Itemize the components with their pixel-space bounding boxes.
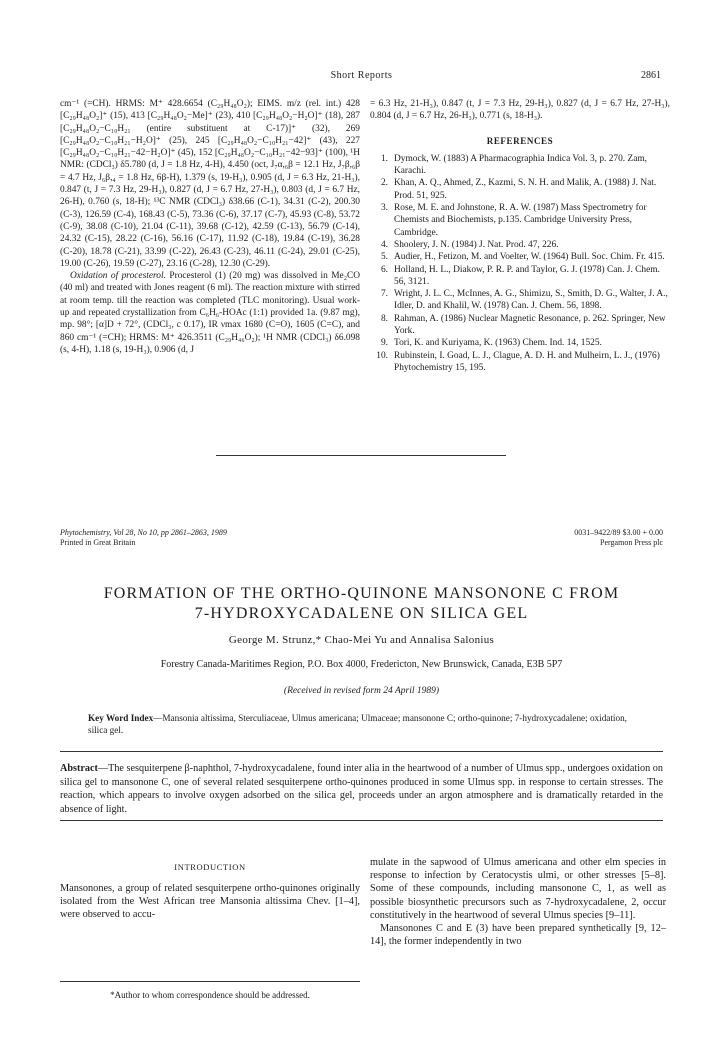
introduction-right-column — [370, 856, 666, 948]
reference-text: Khan, A. Q., Ahmed, Z., Kazmi, S. N. H. and Malik, A. (1988) J. Nat. Prod. 51, 925. — [394, 178, 657, 201]
title-line-2: 7-HYDROXYCADALENE ON SILICA GEL — [194, 605, 529, 622]
reference-item — [370, 288, 670, 313]
title-line-1: FORMATION OF THE ORTHO-QUINONE MANSONONE C FROM — [103, 585, 620, 602]
oxidation-heading: Oxidation of procesterol. — [70, 271, 166, 282]
reference-item — [370, 337, 670, 349]
received-date: (Received in revised form 24 April 1989) — [283, 686, 440, 696]
reference-text: Rahman, A. (1986) Nuclear Magnetic Resonance, p. 262. Springer, New York. — [394, 313, 666, 337]
keywords — [88, 712, 648, 736]
abstract-text: —The sesquiterpene β-naphthol, 7-hydroxycadalene, found inter alia in the heartwood of a number of Ulmus spp., undergoes oxidation on silica gel to mansonone C, one of several related sesquiterpene ortho-quinones produced in some Ulmus spp. in response to certain stresses. The reaction, which appears to involve oxygen adsorbed on the silica gel, proceeds under an argon atmosphere and is dramatically retarded in the absence of light. — [60, 763, 663, 815]
reference-text: Shoolery, J. N. (1984) J. Nat. Prod. 47, 226. — [394, 239, 559, 250]
authors: George M. Strunz,* Chao-Mei Yu and Annalisa Salonius — [228, 634, 495, 646]
abstract — [60, 762, 663, 816]
oxidation-text: Procesterol (1) (20 mg) was dissolved in Me₂CO (40 ml) and treated with Jones reagent (6 ml). The reaction mixture with stirred at room temp. till the reaction was completed (TLC monitoring). Usual work-up and repeated crystallization from C₆H₆-HOAc (1:1) provided 1a. (9.87 mg), mp. 98°; [α]D + 72°, (CDCl₃, c 0.17), IR νmax 1680 (C=O), 1605 (C=C), and 860 cm⁻¹ (=CH); HRMS: M⁺ 426.3511 (C₂₉H₄₆O₂); ¹H NMR (CDCl₃) δ6.098 (s, 4-H), 1.18 (s, 19-H₃), 0.906 (d, J — [60, 271, 360, 355]
footnote-rule — [60, 981, 360, 982]
journal-info — [60, 528, 227, 548]
reference-number: 6. — [380, 264, 388, 275]
section-divider — [216, 455, 506, 456]
reference-item — [370, 239, 670, 251]
abstract-bottom-rule — [60, 820, 663, 821]
reference-number: 4. — [380, 239, 388, 250]
running-head: Short Reports — [330, 70, 393, 81]
spectral-data-text: cm⁻¹ (=CH). HRMS: M⁺ 428.6654 (C₂₉H₄₈O₂); EIMS. m/z (rel. int.) 428 [C₂₉H₄₈O₂]⁺ (15), 413 [C₂₉H₄₈O₂−Me]⁺ (23), 410 [C₂₉H₄₈O₂−H₂O]⁺ (18), 287 [C₂₉H₄₈O₂−C₁₀H₂₁ (entire substituent at C-17)]⁺ (32), 269 [C₂₉H₄₈O₂−C₁₀H₂₁−H₂O]⁺ (25), 245 [C₂₉H₄₈O₂−C₁₀H₂₁−42]⁺ (43), 227 [C₂₉H₄₈O₂−C₁₀H₂₁−42−H₂O]⁺ (45), 152 [C₂₉H₄₈O₂−C₁₀H₂₁−42−93]⁺ (100), ¹H NMR: (CDCl₃) δ5.780 (d, J = 1.8 Hz, 4-H), 4.450 (oct, J₇α,₆β = 12.1 Hz, J₇β,₆β = 4.7 Hz, J₆β,₄ = 1.8 Hz, 6β-H), 1.379 (s, 19-H₃), 0.905 (d, J = 6.3 Hz, 21-H₃), 0.847 (t, J = 7.3 Hz, 29-H₃), 0.827 (d, J = 6.7 Hz, 27-H₃), 0.803 (d, J = 6.7 Hz, 26-H), 0.760 (s, 18-H); ¹³C NMR (CDCl₃) δ38.66 (C-1), 34.31 (C-2), 200.30 (C-3), 126.59 (C-4), 168.43 (C-5), 73.36 (C-6), 37.17 (C-7), 45.93 (C-8), 53.72 (C-9), 38.08 (C-10), 21.04 (C-11), 39.68 (C-12), 42.59 (C-13), 56.79 (C-14), 24.32 (C-15), 28.22 (C-16), 56.16 (C-17), 11.92 (C-18), 19.84 (C-19), 36.28 (C-20), 18.78 (C-21), 33.99 (C-22), 26.43 (C-23), 46.11 (C-24), 29.01 (C-25), 19.00 (C-26), 19.59 (C-27), 23.16 (C-28), 12.30 (C-29). — [60, 99, 360, 269]
reference-item — [370, 153, 670, 178]
reference-number: 2. — [380, 178, 388, 189]
reference-text: Rose, M. E. and Johnstone, R. A. W. (1987) Mass Spectrometry for Chemists and Biochemists, p.135. Cambridge University Press, Cambridge. — [394, 203, 647, 238]
reference-text: Wright, J. L. C., McInnes, A. G., Shimizu, S., Smith, D. G., Walter, J. A., Idler, D. and Khalil, W. (1978) Can. J. Chem. 56, 1898. — [394, 289, 668, 312]
journal-citation: Phytochemistry, Vol 28, No 10, pp 2861–2863, 1989 — [60, 528, 227, 537]
issn-price: 0031–9422/89 $3.00 + 0.00 — [574, 528, 663, 537]
oxidation-paragraph — [60, 270, 360, 356]
reference-number: 3. — [380, 203, 388, 214]
reference-number: 10. — [376, 350, 388, 361]
reference-item — [370, 350, 670, 375]
article-title — [0, 584, 723, 624]
keywords-text: —Mansonia altissima, Sterculiaceae, Ulmus americana; Ulmaceae; mansonone C; ortho-quinone; 7-hydroxycadalene; oxidation, silica gel. — [88, 713, 627, 735]
intro-paragraph-1: mulate in the sapwood of Ulmus americana and other elm species in response to infection by Ceratocystis ulmi, or other stresses [5–8]. Some of these compounds, including mansonone C, 1, as well as possible biosynthetic precursors such as 7-hydroxycadalene, 2, occur constitutively in the heartwood of several Ulmus species [9–11]. — [370, 857, 666, 921]
spectral-data-continued: = 6.3 Hz, 21-H₃), 0.847 (t, J = 7.3 Hz, 29-H₃), 0.827 (d, J = 6.7 Hz, 27-H₃), 0.804 (d, J = 6.7 Hz, 26-H₃), 0.771 (s, 18-H₃). — [370, 99, 670, 122]
footnote: *Author to whom correspondence should be addressed. — [110, 990, 310, 1000]
reference-text: Dymock, W. (1883) A Pharmacographia Indica Vol. 3, p. 270. Zam, Karachi. — [394, 153, 647, 177]
abstract-top-rule — [60, 751, 663, 752]
reference-item — [370, 251, 670, 263]
issn-info — [574, 528, 663, 548]
publisher: Pergamon Press plc — [600, 538, 663, 547]
references-list — [370, 153, 670, 374]
reference-item — [370, 313, 670, 338]
previous-article-right-column — [370, 98, 670, 374]
previous-article-left-column — [60, 98, 360, 356]
keywords-label: Key Word Index — [88, 713, 154, 723]
reference-text: Rubinstein, I. Goad, L. J., Clague, A. D. H. and Mulheirn, L. J., (1976) Phytochemistry 15, 195. — [394, 350, 660, 373]
reference-text: Tori, K. and Kuriyama, K. (1963) Chem. Ind. 14, 1525. — [394, 338, 602, 349]
printed-in: Printed in Great Britain — [60, 538, 136, 547]
reference-number: 9. — [380, 338, 388, 349]
page-number: 2861 — [641, 70, 661, 81]
reference-text: Audier, H., Fetizon, M. and Voelter, W. (1964) Bull. Soc. Chim. Fr. 415. — [394, 252, 665, 263]
introduction-heading: INTRODUCTION — [174, 862, 246, 872]
affiliation: Forestry Canada-Maritimes Region, P.O. Box 4000, Fredericton, New Brunswick, Canada, E3B 5P7 — [160, 659, 563, 670]
reference-number: 8. — [380, 313, 388, 324]
reference-item — [370, 264, 670, 289]
references-heading: REFERENCES — [486, 135, 554, 146]
reference-number: 7. — [380, 289, 388, 300]
reference-item — [370, 202, 670, 239]
reference-text: Holland, H. L., Diakow, P. R. P. and Taylor, G. J. (1978) Can. J. Chem. 56, 3121. — [394, 264, 660, 287]
intro-paragraph-2: Mansonones C and E (3) have been prepared synthetically [9, 12–14], the former independently in two — [370, 923, 666, 948]
reference-number: 1. — [380, 153, 388, 164]
introduction-left-text: Mansonones, a group of related sesquiterpene ortho-quinones originally isolated from the West African tree Mansonia altissima Chev. [1–4], were observed to accu- — [60, 883, 360, 921]
reference-number: 5. — [380, 252, 388, 263]
abstract-label: Abstract — [60, 763, 98, 774]
reference-item — [370, 177, 670, 202]
